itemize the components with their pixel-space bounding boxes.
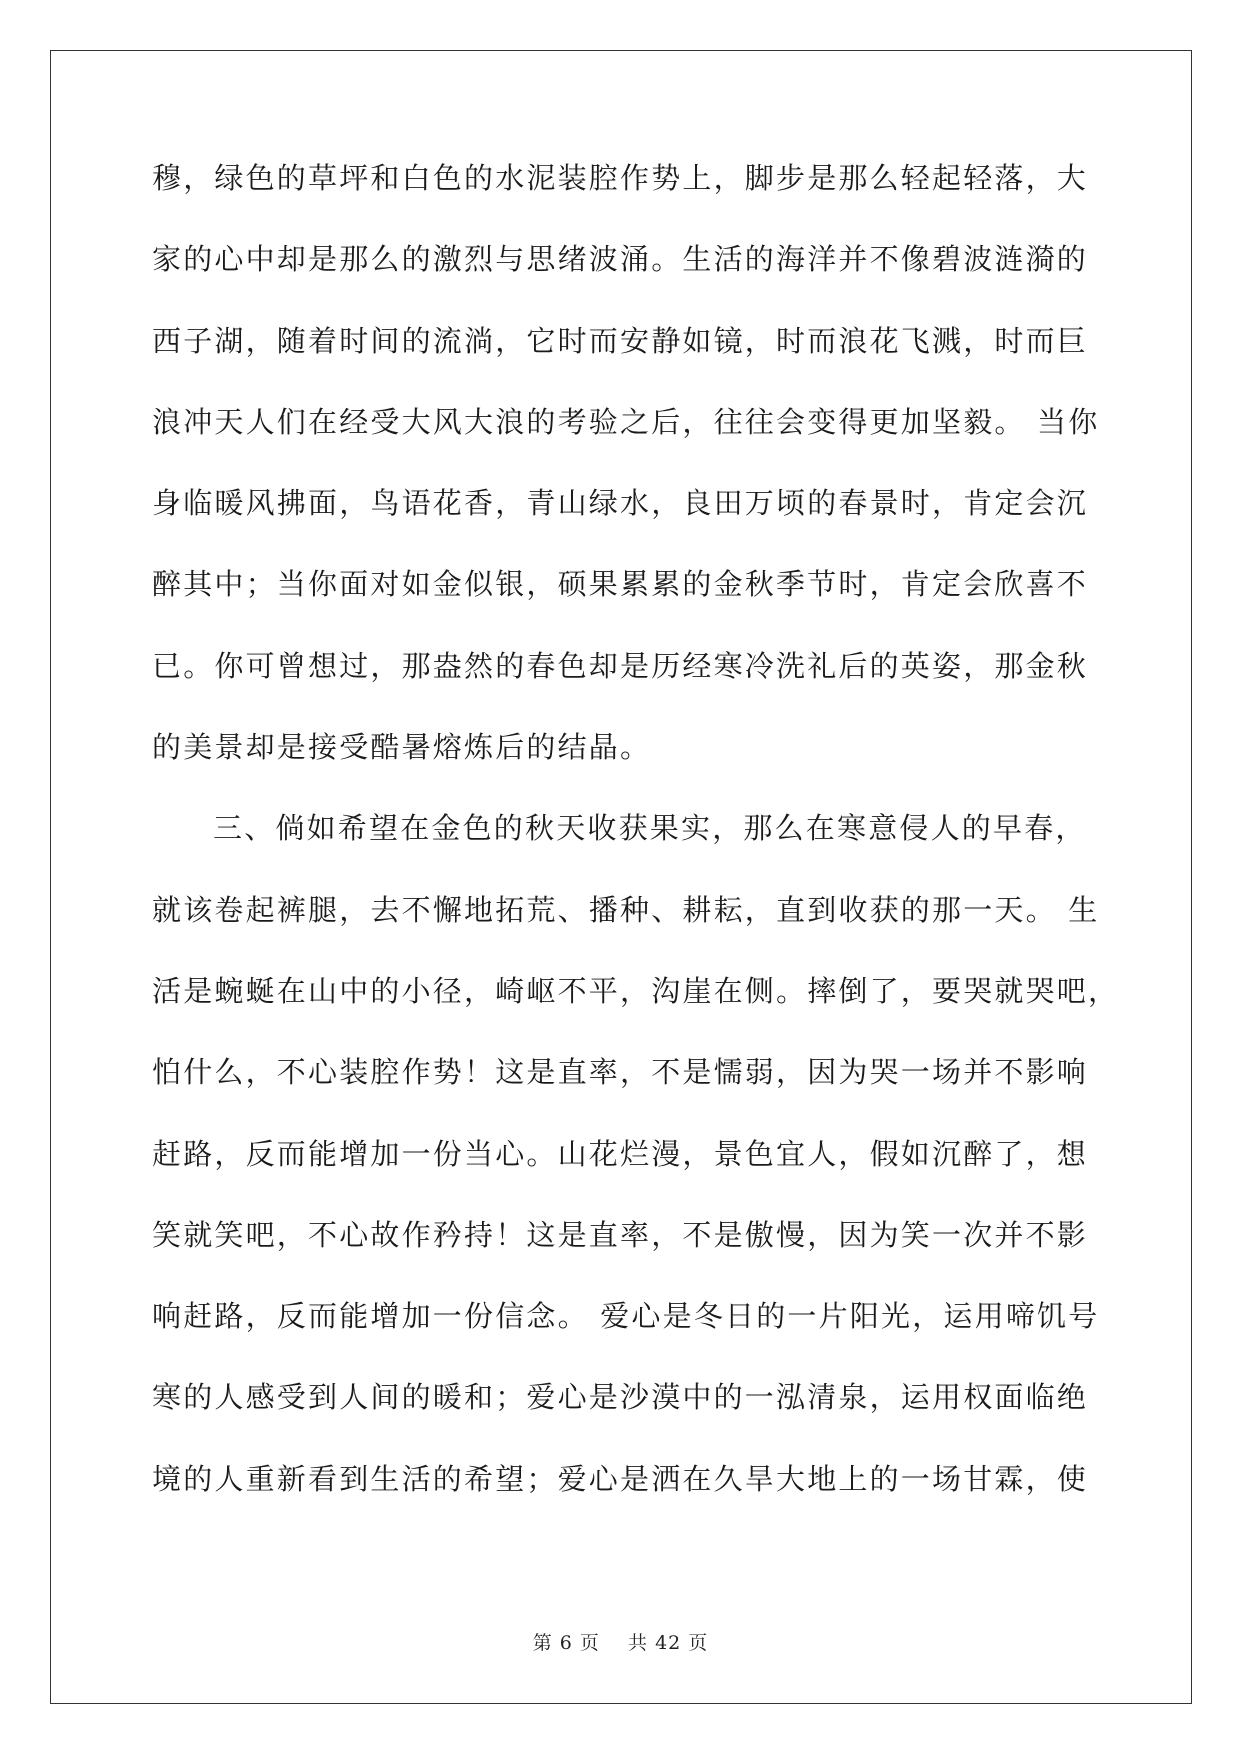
- text-line: 就该卷起裤腿，去不懈地拓荒、播种、耕耘，直到收获的那一天。 生: [152, 892, 1100, 927]
- text-line: 的美景却是接受酷暑熔炼后的结晶。: [152, 730, 652, 765]
- page-total: 共 42 页: [628, 1632, 709, 1654]
- text-line: 寒的人感受到人间的暖和；爱心是沙漠中的一泓清泉，运用权面临绝: [152, 1380, 1089, 1415]
- text-line: 响赶路，反而能增加一份信念。 爱心是冬日的一片阳光，运用啼饥号: [152, 1299, 1100, 1334]
- text-line: 活是蜿蜒在山中的小径，崎岖不平，沟崖在侧。摔倒了，要哭就哭吧，: [152, 973, 1120, 1008]
- text-line: 西子湖，随着时间的流淌，它时而安静如镜，时而浪花飞溅，时而巨: [152, 323, 1089, 358]
- text-line: 笑就笑吧，不心故作矜持！这是直率，不是傲慢，因为笑一次并不影: [152, 1217, 1089, 1252]
- text-line: 怕什么，不心装腔作势！这是直率，不是懦弱，因为哭一场并不影响: [152, 1055, 1089, 1090]
- paragraph-start-line: 三、倘如希望在金色的秋天收获果实，那么在寒意侵人的早春，: [213, 811, 1087, 846]
- text-line: 境的人重新看到生活的希望；爱心是洒在久旱大地上的一场甘霖，使: [152, 1461, 1089, 1496]
- text-line: 醉其中；当你面对如金似银，硕果累累的金秋季节时，肯定会欣喜不: [152, 567, 1089, 602]
- text-line: 已。你可曾想过，那盎然的春色却是历经寒冷洗礼后的英姿，那金秋: [152, 648, 1089, 683]
- page-number: 第 6 页: [532, 1632, 600, 1654]
- text-line: 穆，绿色的草坪和白色的水泥装腔作势上，脚步是那么轻起轻落，大: [152, 161, 1089, 195]
- text-line: 浪冲天人们在经受大风大浪的考验之后，往往会变得更加坚毅。 当你: [152, 404, 1100, 439]
- document-body: [152, 158, 1120, 1540]
- page-footer: [0, 1628, 1241, 1655]
- text-line: 身临暖风拂面，鸟语花香，青山绿水，良田万顷的春景时，肯定会沉: [152, 486, 1089, 521]
- text-line: 赶路，反而能增加一份当心。山花烂漫，景色宜人，假如沉醉了，想: [152, 1136, 1089, 1171]
- text-line: 家的心中却是那么的激烈与思绪波涌。生活的海洋并不像碧波涟漪的: [152, 242, 1089, 277]
